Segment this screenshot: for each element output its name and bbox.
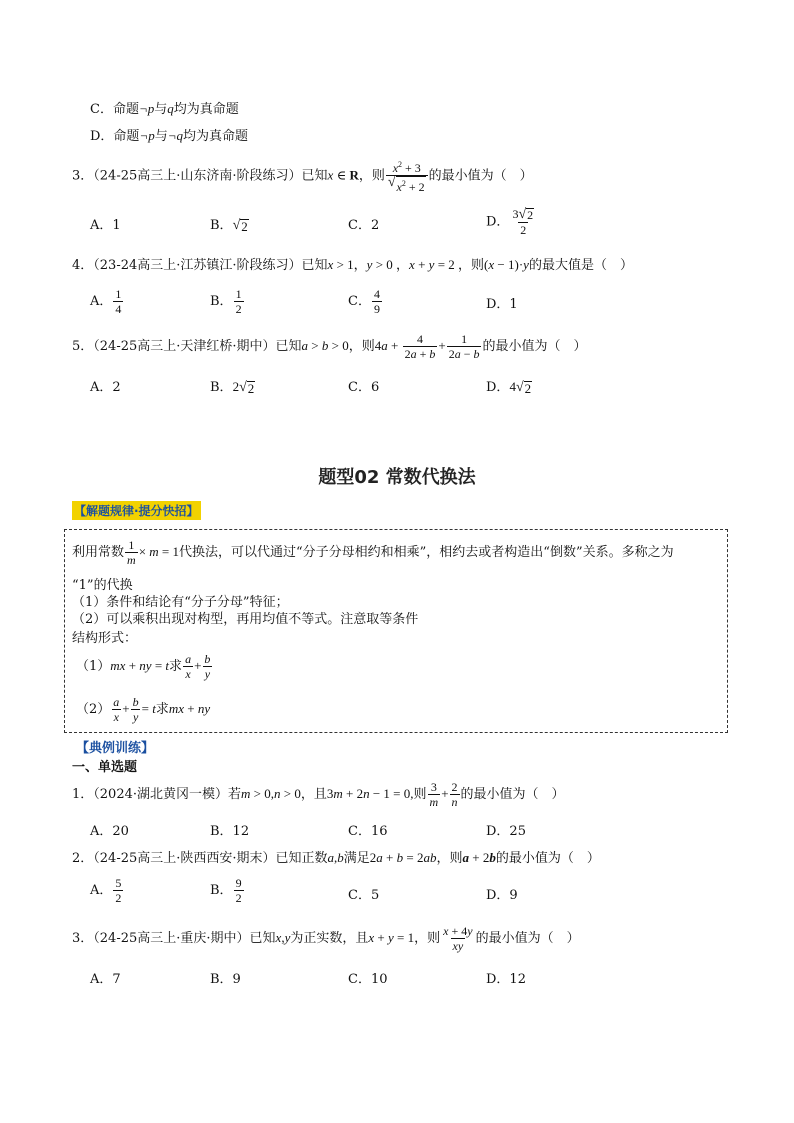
option-d: D．12 [486, 972, 526, 987]
box-line-1: 利用常数 $\frac{1}{m}$ × m = 1代换法，可以代通过“分子分母相约和相乘”，相约去或者构造出“倒数”关系。多称之为 [72, 538, 674, 567]
option-a-label: A． [90, 294, 113, 309]
and-text: 与 [154, 129, 168, 144]
question-mid2: 则 [413, 787, 427, 802]
question-number: 2． [72, 851, 94, 866]
option-c-label: C． [348, 294, 371, 309]
math-x-in-r: x [327, 167, 334, 183]
formula-mid: 求 [155, 702, 169, 717]
box-formula-2: （2） $\frac{a}{x}$ + $\frac{b}{y}$ = t求mx + ny [76, 695, 211, 724]
option-d: D． 3 √ 2 2 [486, 207, 534, 238]
question-mid: ，且 [300, 787, 327, 802]
option-b: B． $\frac{1}{2}$ [210, 287, 242, 316]
box-line-1b: 代换法，可以代通过“分子分母相约和相乘”，相约去或者构造出“倒数”关系。多称之为 [179, 545, 674, 560]
question-mid: 满足 [343, 851, 370, 866]
option-d: D．25 [486, 824, 526, 839]
question-source: （24-25高三上·重庆·期中）已知 [93, 931, 276, 946]
tip-tag: 【解题规律·提分快招】 [72, 501, 201, 520]
option-d: D．4 √ 2 [486, 379, 532, 396]
question-number: 3． [72, 931, 94, 946]
option-a: A．2 [90, 380, 121, 395]
option-d-tail: 均为真命题 [183, 129, 249, 144]
question-number: 4． [72, 258, 94, 273]
box-line-2: “1”的代换 [72, 578, 133, 593]
option-b-label: B． [210, 883, 233, 898]
option-c: C．2 [348, 218, 380, 233]
box-line-1a: 利用常数 [72, 545, 125, 560]
option-c: C．6 [348, 380, 380, 395]
option-a: A． $\frac{1}{4}$ [90, 287, 122, 316]
section-title: 题型02 常数代换法 [318, 467, 476, 488]
option-b: B．12 [210, 824, 250, 839]
question-tail: 的最大值是（ ） [528, 258, 633, 273]
box-line-3: （1）条件和结论有“分子分母”特征； [72, 595, 289, 610]
option-c: C． $\frac{4}{9}$ [348, 287, 380, 316]
formula-label: （2） [76, 702, 111, 717]
question-tail: 的最小值为（ ） [428, 168, 533, 184]
question-mid: ，则 [358, 168, 385, 184]
formula-mid: 求 [169, 659, 183, 674]
option-d-label: D．命题 [90, 129, 140, 144]
box-line-4: （2）可以乘积出现对构型，再用均值不等式。注意取等条件 [72, 612, 419, 627]
option-a: A．20 [90, 824, 129, 839]
math-not-p: ¬p [138, 101, 155, 116]
option-a: A．1 [90, 218, 121, 233]
option-b: B． √ 2 [210, 217, 248, 234]
question-3: 3．（24-25高三上·山东济南·阶段练习）已知x ∈ R，则 $x^2 + 3$ √ $x^2 + 2$ 的最小值为（ ） [72, 160, 533, 194]
question-source: （23-24高三上·江苏镇江·阶段练习）已知 [93, 258, 328, 273]
option-c: C．16 [348, 824, 388, 839]
question-source: （24-25高三上·天津红桥·期中）已知 [93, 339, 302, 354]
formula-label: （1） [76, 659, 111, 674]
question-source: （24-25高三上·山东济南·阶段练习）已知 [93, 168, 328, 184]
option-b: B． $\frac{9}{2}$ [210, 876, 242, 905]
option-c-prev [90, 98, 239, 117]
question-tail: 的最小值为（ ） [495, 851, 600, 866]
question-mid: 为正实数，且 [290, 931, 369, 946]
question-number: 1． [72, 787, 94, 802]
question-4: 4．（23-24高三上·江苏镇江·阶段练习）已知x > 1，y > 0 ，x + y = 2 ，则(x − 1)·y的最大值是（ ） [72, 257, 633, 273]
question-mid: ，则 [348, 339, 375, 354]
practice-question-2: 2．（24-25高三上·陕西西安·期末）已知正数a,b满足2a + b = 2ab，则a + 2b的最小值为（ ） [72, 850, 600, 866]
fraction-expression: $x^2 + 3$ √ $x^2 + 2$ [386, 158, 428, 194]
question-source: （24-25高三上·陕西西安·期末）已知正数 [93, 851, 328, 866]
option-c-label: C．命题 [90, 102, 139, 117]
single-choice-heading: 一、单选题 [72, 760, 138, 775]
math-q: q [167, 101, 174, 116]
option-d: D．1 [486, 297, 518, 312]
option-b-label: B． [210, 380, 233, 395]
option-c: C．10 [348, 972, 388, 987]
and-text: 与 [154, 102, 168, 117]
option-c-tail: 均为真命题 [173, 102, 239, 117]
math-not-q: ¬q [167, 128, 184, 143]
option-b: B．9 [210, 972, 241, 987]
practice-question-1: 1．（2024·湖北黄冈一模）若m > 0,n > 0，且3m + 2n − 1 = 0,则 $\frac{3}{m}$ + $\frac{2}{n}$ 的最小值为（ ） [72, 780, 565, 809]
question-number: 3． [72, 168, 94, 184]
option-c: C．5 [348, 888, 380, 903]
box-line-5: 结构形式： [72, 631, 138, 646]
option-d-prev [90, 125, 248, 144]
question-tail: 的最小值为（ ） [475, 931, 580, 946]
question-number: 5． [72, 339, 94, 354]
option-a: A． $\frac{5}{2}$ [90, 876, 122, 905]
option-d-label: D． [486, 214, 510, 230]
box-formula-1: （1）mx + ny = t求 $\frac{a}{x}$ + $\frac{b}{y}$ [76, 652, 211, 681]
option-b: B．2 √ 2 [210, 379, 255, 396]
question-tail: 的最小值为（ ） [460, 787, 565, 802]
question-5: 5．（24-25高三上·天津红桥·期中）已知a > b > 0，则4a + $\frac{4}{2a + b}$ + $\frac{1}{2a - b}$ 的最小值为（ ） [72, 332, 587, 361]
math-not-p: ¬p [139, 128, 155, 143]
question-tail: 的最小值为（ ） [482, 339, 587, 354]
option-a: A．7 [90, 972, 121, 987]
question-source: （2024·湖北黄冈一模）若 [93, 787, 241, 802]
question-mid2: ，则 [414, 931, 441, 946]
option-a-label: A． [90, 883, 113, 898]
option-d: D．9 [486, 888, 518, 903]
question-mid2: ，则 [436, 851, 463, 866]
practice-question-3: 3．（24-25高三上·重庆·期中）已知x,y为正实数，且x + y = 1，则 $\frac{x + 4y}{xy}$ 的最小值为（ ） [72, 924, 580, 953]
option-d-label: D． [486, 380, 510, 395]
option-b-label: B． [210, 218, 233, 233]
option-b-label: B． [210, 294, 233, 309]
practice-tag: 【典例训练】 [76, 741, 155, 756]
